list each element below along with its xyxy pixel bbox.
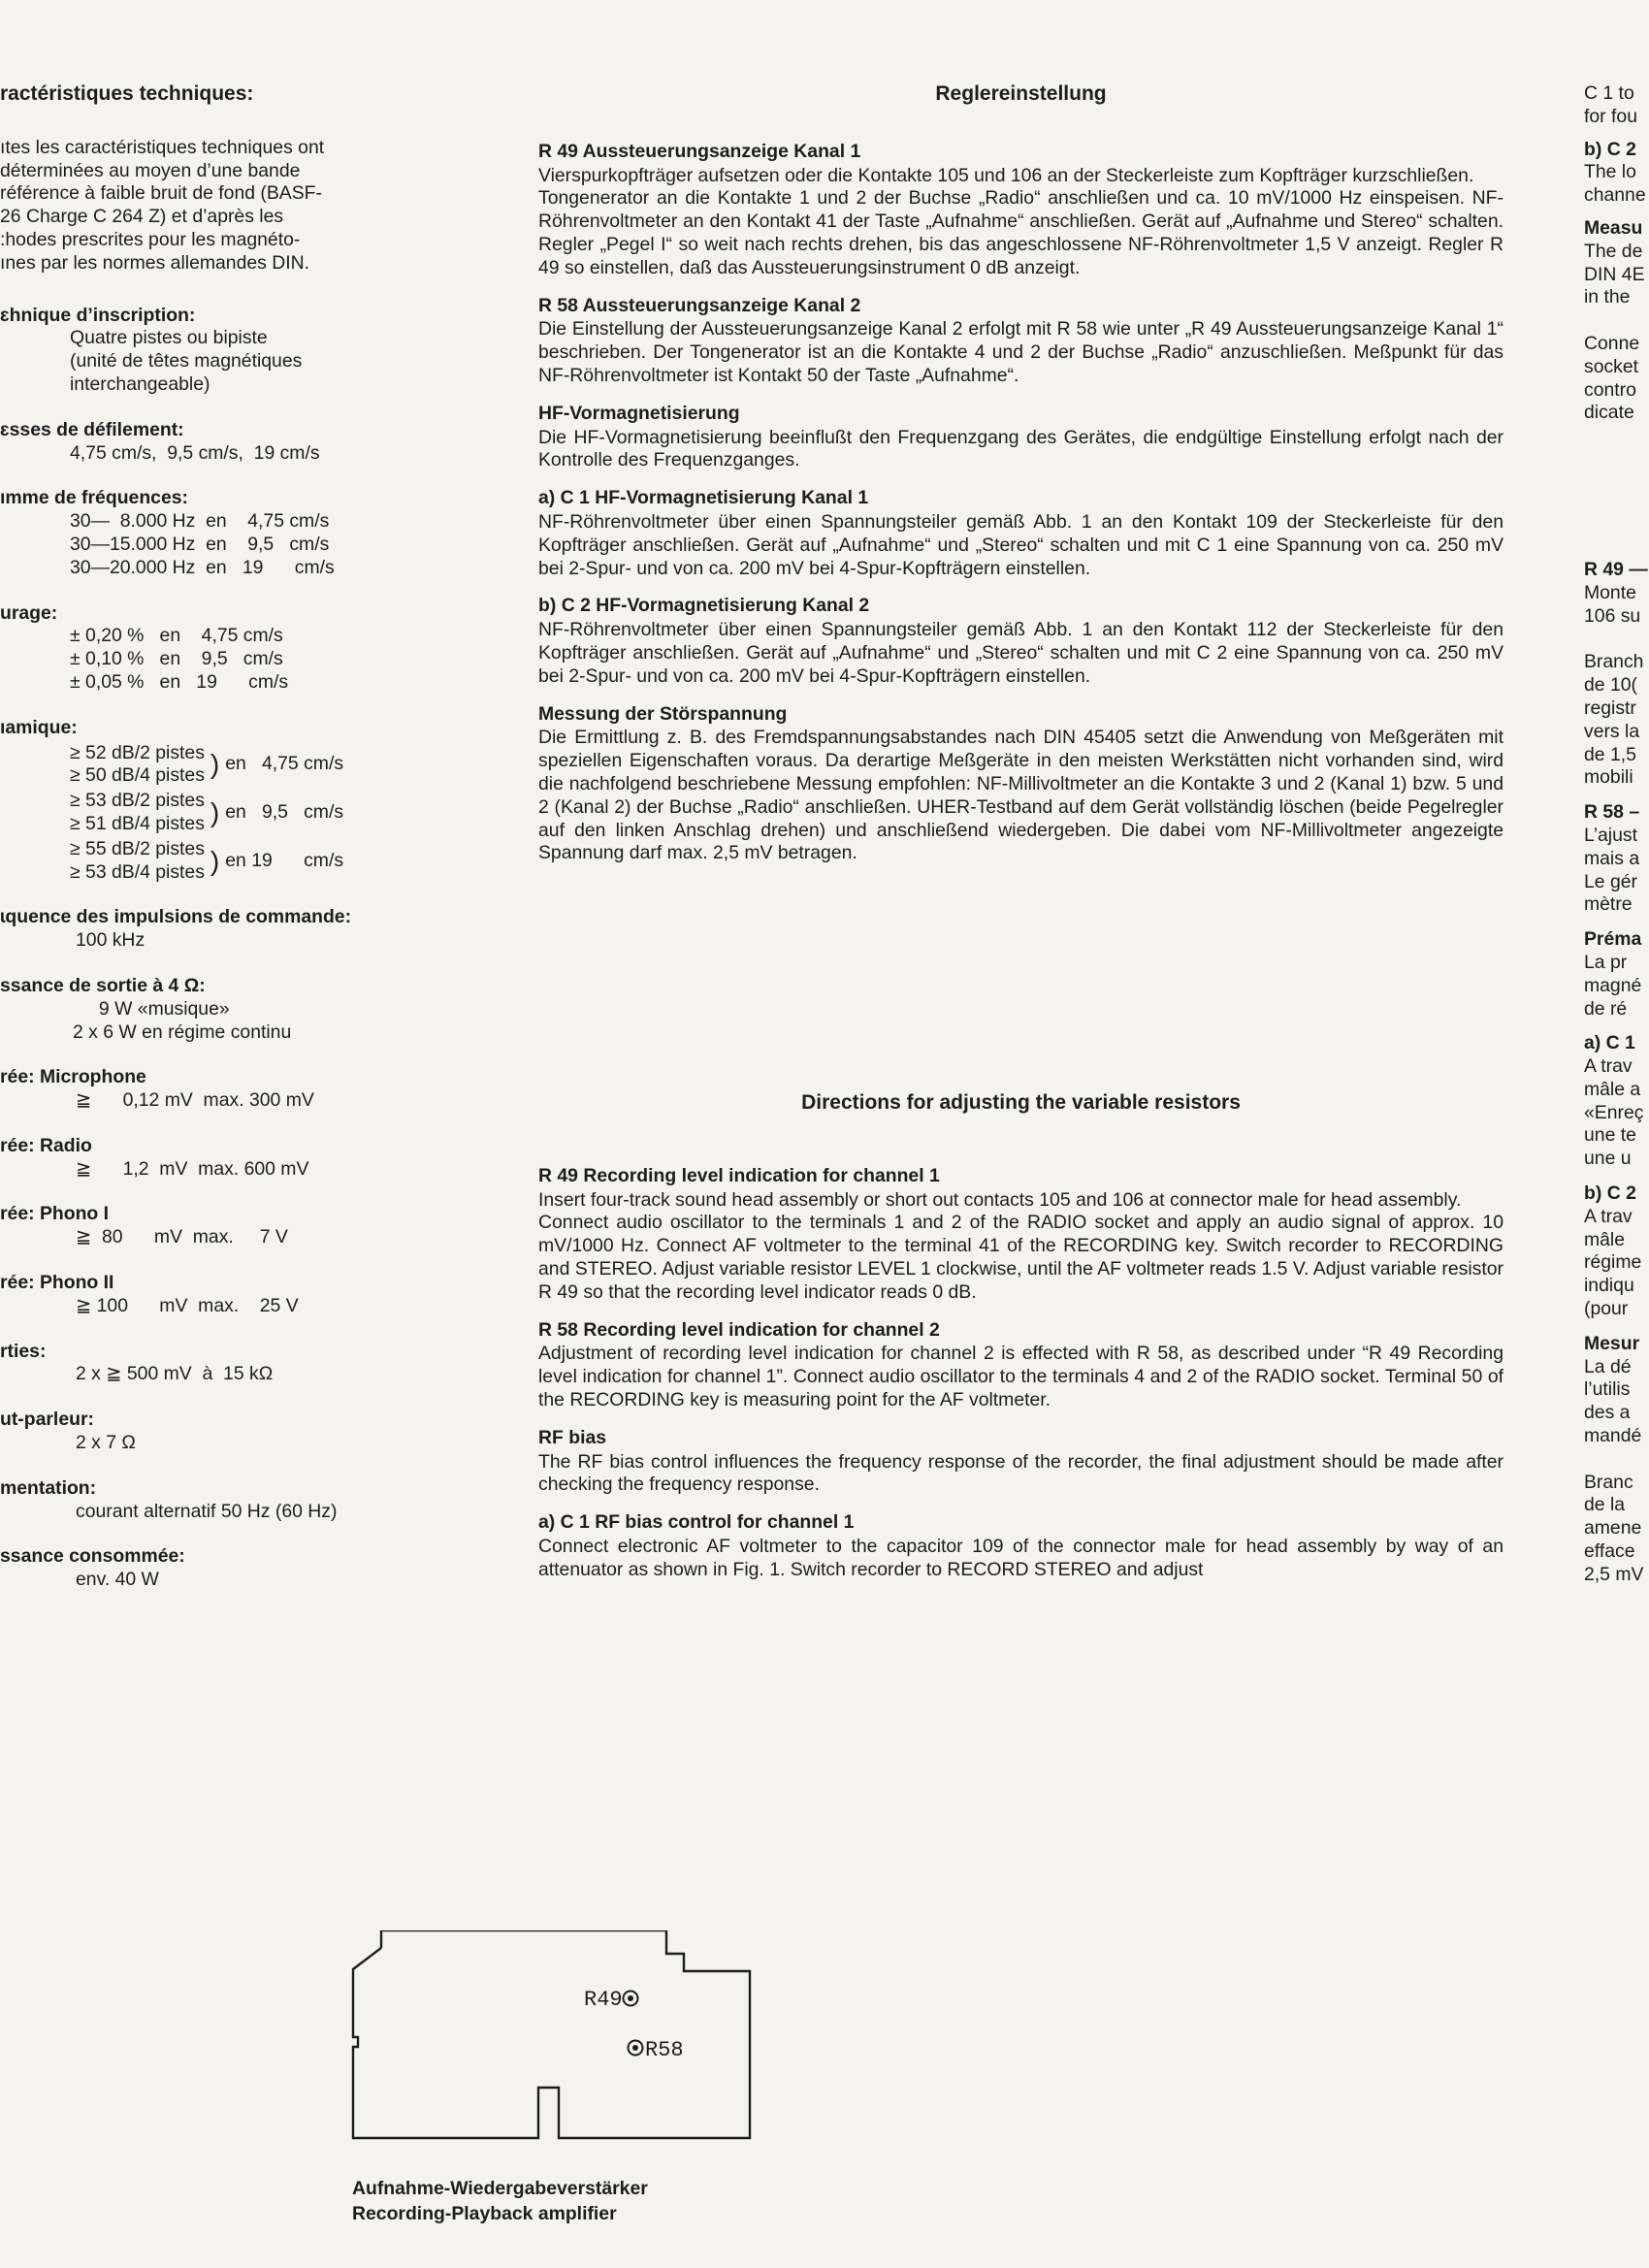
spec-value: courant alternatif 50 Hz (60 Hz) [76, 1500, 338, 1522]
right-edge-line: DIN 4E [1584, 263, 1645, 285]
spec-value: Quatre pistes ou bipiste [70, 327, 268, 349]
right-edge-block [1584, 801, 1649, 917]
right-edge-line: contro [1584, 378, 1636, 401]
spec-values [0, 1295, 419, 1318]
right-edge-line: La pr [1584, 951, 1628, 973]
section-paragraph: NF-Röhrenvoltmeter über einen Spannungsteiler gemäß Abb. 1 an den Kontakt 112 der Steckerleiste für den Kopfträger anschließen. Gerät auf „Aufnahme“ und „Stereo“ schalten und mit C 2 eine Spannung von ca. 250 mV bei 2-Spur- und von ca. 200 mV bei 4-Spur-Kopfträgern einstellen. [538, 619, 1504, 687]
spec-value: 9 W «musique» [73, 997, 230, 1020]
right-edge-line: (pour [1584, 1298, 1629, 1320]
spec-value: 2 x 7 Ω [76, 1432, 136, 1454]
spec-item [0, 1272, 419, 1318]
dynamics-line: ≥ 50 dB/4 pistes [70, 764, 205, 787]
caption-german: Aufnahme-Wiedergabeverstärker [352, 2178, 648, 2199]
spec-value: 4,75 cm/s, 9,5 cm/s, 19 cm/s [70, 441, 320, 464]
right-edge-block [1584, 1032, 1649, 1171]
english-title: Directions for adjusting the variable resistors [801, 1091, 1241, 1114]
right-edge-line: A trav [1584, 1055, 1633, 1078]
right-edge-line: une u [1584, 1148, 1632, 1170]
dynamics-values [70, 790, 205, 836]
spec-item [0, 1409, 419, 1455]
right-edge-line: 2,5 mV [1584, 1563, 1644, 1585]
right-edge-line: a) C 1 [1584, 1032, 1635, 1054]
right-edge-line [1584, 629, 1649, 652]
right-edge-line: R 49 — [1584, 559, 1648, 581]
right-edge-line: amene [1584, 1517, 1642, 1539]
intro-line: 26 Charge C 264 Z) et d’après les [0, 206, 284, 228]
german-section [538, 82, 1504, 880]
dynamics-line: ≥ 53 dB/2 pistes [70, 790, 205, 812]
spec-values [0, 1363, 419, 1386]
spec-values [0, 625, 419, 694]
section-title: R 58 Recording level indication for channel 2 [538, 1318, 940, 1341]
brace-mark: ) [210, 797, 220, 828]
spec-label: rties: [0, 1340, 47, 1362]
right-edge-line: de 10( [1584, 674, 1637, 697]
spec-dynamics [0, 717, 419, 885]
right-edge-line: Préma [1584, 928, 1642, 951]
left-heading: ractéristiques techniques: [0, 82, 254, 105]
dynamics-line: ≥ 52 dB/2 pistes [70, 741, 205, 763]
dynamics-speed: en 9,5 cm/s [225, 801, 344, 824]
spec-label: rée: Phono I [0, 1203, 110, 1225]
right-edge-line: de la [1584, 1494, 1626, 1516]
right-edge-line: 106 su [1584, 604, 1641, 627]
spec-item [0, 419, 419, 466]
dynamics-line: ≥ 51 dB/4 pistes [70, 812, 205, 834]
spec-label: rée: Microphone [0, 1066, 146, 1088]
section [538, 595, 1504, 688]
right-edge-column [1584, 82, 1649, 1587]
spec-values [0, 998, 419, 1045]
brace-mark: ) [210, 845, 220, 876]
right-edge-line: Le gér [1584, 870, 1637, 892]
section [538, 703, 1504, 866]
spec-label: mentation: [0, 1476, 97, 1499]
right-edge-line: The lo [1584, 161, 1636, 183]
right-edge-line: de 1,5 [1584, 743, 1636, 765]
section-paragraph: Connect audio oscillator to the terminals 1 and 2 of the RADIO socket and apply an audio signal of approx. 10 mV/1000 Hz. Connect AF voltmeter to the terminal 41 of the RECORDING key. Switch recorder to RECORDING and STEREO. Adjust variable resistor LEVEL 1 clockwise, until the AF voltmeter reads 1.5 V. Adjust variable resistor R 49 so that the recording level indicator reads 0 dB. [538, 1212, 1504, 1303]
spec-item [0, 602, 419, 695]
right-edge-line: l’utilis [1584, 1378, 1631, 1401]
spec-values [0, 1569, 419, 1592]
right-edge-line: régime [1584, 1251, 1642, 1274]
spec-value: 100 kHz [76, 929, 146, 952]
intro-line: ınes par les normes allemandes DIN. [0, 251, 310, 274]
right-edge-line: C 1 to [1584, 82, 1634, 104]
right-edge-line: Branc [1584, 1471, 1633, 1493]
spec-values [0, 1501, 419, 1524]
spec-label: ssance consommée: [0, 1545, 185, 1568]
intro-line: ıtes les caractéristiques techniques ont [0, 136, 325, 158]
right-edge-block [1584, 559, 1649, 790]
section-title: a) C 1 RF bias control for channel 1 [538, 1511, 855, 1534]
spec-value: ≧ 80 mV max. 7 V [76, 1226, 288, 1248]
right-edge-line: mais a [1584, 847, 1640, 869]
spec-item [0, 1203, 419, 1249]
circuit-board-diagram [349, 1930, 1125, 2158]
right-edge-line: channe [1584, 184, 1646, 207]
spec-value: 2 x ≧ 500 mV à 15 kΩ [76, 1363, 274, 1385]
spec-value: interchangeable) [70, 373, 210, 395]
right-edge-line: Monte [1584, 581, 1636, 603]
dynamics-speed: en 19 cm/s [225, 849, 344, 871]
right-edge-line: mâle [1584, 1228, 1626, 1250]
board-outline [353, 1930, 750, 2138]
dynamics-line: ≥ 53 dB/4 pistes [70, 860, 205, 883]
spec-value: ± 0,20 % en 4,75 cm/s [70, 625, 283, 647]
section [538, 141, 1504, 280]
section-paragraph: Insert four-track sound head assembly or short out contacts 105 and 106 at connector male for head assembly. [538, 1188, 1462, 1211]
section-paragraph: Die HF-Vormagnetisierung beeinflußt den Frequenzgang des Gerätes, die endgültige Einstellung erfolgt nach der Kontrolle des Frequenzganges. [538, 426, 1504, 471]
right-edge-line: de ré [1584, 997, 1628, 1020]
caption-english: Recording-Playback amplifier [352, 2203, 617, 2224]
right-edge-line: Branch [1584, 651, 1644, 673]
right-edge-line: mètre [1584, 893, 1633, 916]
spec-value: ± 0,10 % en 9,5 cm/s [70, 648, 283, 670]
left-intro [0, 137, 419, 275]
right-edge-line: Measu [1584, 216, 1643, 239]
right-edge-line: The de [1584, 240, 1643, 262]
section-paragraph: Vierspurkopfträger aufsetzen oder die Kontakte 105 und 106 an der Steckerleiste zum Kopfträger kurzschließen. [538, 164, 1474, 186]
section-paragraph: Die Ermittlung z. B. des Fremdspannungsabstandes nach DIN 45405 setzt die Anwendung von Meßgeräten mit speziellen Eigenschaften voraus. Da derartige Meßgeräte in den meisten Werkstätten nicht vorhanden sind, wird die nachfolgend beschriebene Messung empfohlen: NF-Millivoltmeter an die Kontakte 3 und 2 (Kanal 1) bzw. 5 und 2 (Kanal 2) der Buchse „Radio“ anschließen. UHER-Testband auf dem Gerät vollständig löschen (beide Pegelregler auf den linken Anschlag drehen) und anschließend wiedergeben. Die dabei vom NF-Millivoltmeter angezeigte Spannung darf max. 2,5 mV betragen. [538, 727, 1504, 864]
right-edge-line: «Enreç [1584, 1101, 1644, 1123]
right-edge-line: A trav [1584, 1205, 1633, 1227]
right-edge-line [1584, 309, 1649, 333]
spec-value: ≧ 100 mV max. 25 V [76, 1294, 299, 1316]
spec-item [0, 487, 419, 579]
spec-values [0, 1432, 419, 1455]
spec-value: 30— 8.000 Hz en 4,75 cm/s [70, 510, 330, 533]
section-paragraph: Adjustment of recording level indication for channel 2 is effected with R 58, as described under “R 49 Recording level indication for channel 1”. Connect audio oscillator to the terminals 4 and 2 of the RADIO socket. Terminal 50 of the RECORDING key is measuring point for the AF voltmeter. [538, 1343, 1504, 1410]
right-edge-line: b) C 2 [1584, 1183, 1636, 1205]
spec-value: ≧ 1,2 mV max. 600 mV [76, 1157, 309, 1180]
spec-values [0, 1089, 419, 1113]
right-edge-line: une te [1584, 1124, 1636, 1147]
right-edge-block [1584, 1333, 1649, 1587]
german-title: Reglereinstellung [935, 82, 1107, 105]
right-edge-line: des a [1584, 1402, 1631, 1424]
spec-item [0, 975, 419, 1044]
right-edge-block [1584, 928, 1649, 1021]
dynamics-row [70, 838, 419, 885]
section-title: a) C 1 HF-Vormagnetisierung Kanal 1 [538, 487, 869, 509]
dynamics-values [70, 742, 205, 789]
right-edge-line: dicate [1584, 402, 1634, 424]
spec-label: ımme de fréquences: [0, 487, 188, 509]
r58-trimmer-icon [629, 2041, 643, 2056]
right-edge-line: vers la [1584, 720, 1640, 742]
spec-label: ɛsses de défilement: [0, 418, 184, 440]
spec-item [0, 906, 419, 953]
right-edge-line [1584, 1448, 1649, 1472]
right-edge-line: mâle a [1584, 1078, 1641, 1100]
right-edge-line: for fou [1584, 105, 1637, 127]
spec-value: ± 0,05 % en 19 cm/s [70, 670, 289, 693]
section-paragraph: Tongenerator an die Kontakte 1 und 2 der Buchse „Radio“ anschließen und ca. 10 mV/1000 Hz einspeisen. NF-Röhrenvoltmeter an den Kontakt 41 der Taste „Aufnahme“ anschließen. Gerät auf „Aufnahme und Stereo“ schalten. Regler „Pegel I“ so weit nach rechts drehen, bis das angeschlossene NF-Röhrenvoltmeter 1,5 V anzeigt. Regler R 49 so einstellen, daß das Aussteuerungsinstrument 0 dB anzeigt. [538, 187, 1504, 278]
right-edge-line: mandé [1584, 1425, 1642, 1447]
spec-label: urage: [0, 601, 58, 624]
right-edge-block [1584, 139, 1649, 208]
dynamics-row [70, 742, 419, 789]
spec-values [0, 510, 419, 579]
spec-label: rée: Phono II [0, 1272, 114, 1294]
section-title: R 49 Aussteuerungsanzeige Kanal 1 [538, 140, 861, 162]
spec-item [0, 1477, 419, 1524]
section-title: RF bias [538, 1426, 607, 1448]
spec-value: 30—15.000 Hz en 9,5 cm/s [70, 533, 330, 555]
section [538, 403, 1504, 472]
section-paragraph: Die Einstellung der Aussteuerungsanzeige Kanal 2 erfolgt mit R 58 wie unter „R 49 Aussteuerungsanzeige Kanal 1“ beschrieben. Der Tongenerator ist an die Kontakte 4 und 2 der Buchse „Radio“ anzuschließen. Meßpunkt für das NF-Röhrenvoltmeter ist Kontakt 50 der Taste „Aufnahme“. [538, 318, 1504, 386]
spec-label: ıamique: [0, 716, 78, 738]
brace-mark: ) [210, 749, 220, 780]
spec-value: ≧ 0,12 mV max. 300 mV [76, 1089, 314, 1112]
dynamics-row [70, 790, 419, 836]
spec-list [0, 305, 419, 695]
intro-line: :hodes prescrites pour les magnéto- [0, 228, 301, 250]
spec-value: (unité de têtes magnétiques [70, 350, 303, 373]
spec-item [0, 1066, 419, 1113]
spec-label: ɛhnique d’inscription: [0, 304, 196, 326]
r49-label: R49 [584, 1988, 623, 2012]
section-title: R 58 Aussteuerungsanzeige Kanal 2 [538, 294, 861, 316]
spec-value: 30—20.000 Hz en 19 cm/s [70, 556, 335, 578]
right-edge-line: in the [1584, 286, 1631, 308]
figure-caption [352, 2176, 648, 2226]
spec-label: rée: Radio [0, 1134, 92, 1156]
dynamics-speed: en 4,75 cm/s [225, 753, 344, 775]
spec-label: ut-parleur: [0, 1409, 94, 1431]
spec-item [0, 305, 419, 397]
section-paragraph: Connect electronic AF voltmeter to the capacitor 109 of the connector male for head assembly by way of an attenuator as shown in Fig. 1. Switch recorder to RECORD STEREO and adjust [538, 1535, 1504, 1580]
section [538, 1427, 1504, 1497]
section [538, 1165, 1504, 1305]
left-column [0, 82, 419, 1614]
right-edge-line: registr [1584, 697, 1636, 719]
spec-values [0, 929, 419, 953]
section-paragraph: NF-Röhrenvoltmeter über einen Spannungsteiler gemäß Abb. 1 an den Kontakt 109 der Steckerleiste für den Kopfträger anschließen. Gerät auf „Aufnahme“ und „Stereo“ schalten und mit C 1 eine Spannung von ca. 250 mV bei 2-Spur- und von ca. 200 mV bei 4-Spur-Kopfträgern einstellen. [538, 510, 1504, 579]
spec-item [0, 1341, 419, 1387]
right-edge-line: La dé [1584, 1355, 1632, 1377]
intro-line: déterminées au moyen d’une bande [0, 159, 301, 181]
dynamics-values [70, 838, 205, 885]
right-edge-line: L’ajust [1584, 824, 1637, 846]
right-edge-line: magné [1584, 974, 1642, 996]
right-edge-line: mobili [1584, 766, 1633, 789]
spec-label: ssance de sortie à 4 Ω: [0, 974, 206, 996]
right-edge-line: efface [1584, 1540, 1635, 1563]
english-section [538, 1091, 1504, 1597]
spec-list-2 [0, 906, 419, 1592]
r58-label: R58 [645, 2038, 684, 2062]
section-paragraph: The RF bias control influences the frequency response of the recorder, the final adjustment should be made after checking the frequency response. [538, 1450, 1504, 1496]
right-edge-line: socket [1584, 355, 1639, 377]
section [538, 295, 1504, 388]
section-title: HF-Vormagnetisierung [538, 402, 740, 424]
spec-values [0, 442, 419, 466]
right-edge-block [1584, 82, 1649, 129]
spec-value: env. 40 W [76, 1569, 159, 1591]
right-edge-line: Mesur [1584, 1332, 1640, 1354]
spec-item [0, 1545, 419, 1592]
spec-value: 2 x 6 W en régime continu [73, 1021, 292, 1043]
section-title: b) C 2 HF-Vormagnetisierung Kanal 2 [538, 595, 870, 617]
right-edge-line: R 58 – [1584, 801, 1640, 824]
spec-values [0, 327, 419, 396]
section [538, 487, 1504, 580]
spec-label: ɩquence des impulsions de commande: [0, 906, 352, 928]
spec-item [0, 1135, 419, 1182]
right-edge-block [1584, 1183, 1649, 1321]
right-edge-line: indiqu [1584, 1275, 1634, 1297]
section [538, 1319, 1504, 1412]
right-edge-block [1584, 217, 1649, 425]
right-edge-line: b) C 2 [1584, 138, 1636, 160]
spec-values [0, 1226, 419, 1249]
dynamics-line: ≥ 55 dB/2 pistes [70, 837, 205, 859]
spec-values [0, 1158, 419, 1182]
section-title: R 49 Recording level indication for channel 1 [538, 1164, 940, 1186]
intro-line: référence à faible bruit de fond (BASF- [0, 182, 322, 205]
section-title: Messung der Störspannung [538, 702, 788, 725]
r49-trimmer-icon [624, 1992, 638, 2006]
section [538, 1511, 1504, 1581]
right-edge-line: Conne [1584, 332, 1640, 354]
